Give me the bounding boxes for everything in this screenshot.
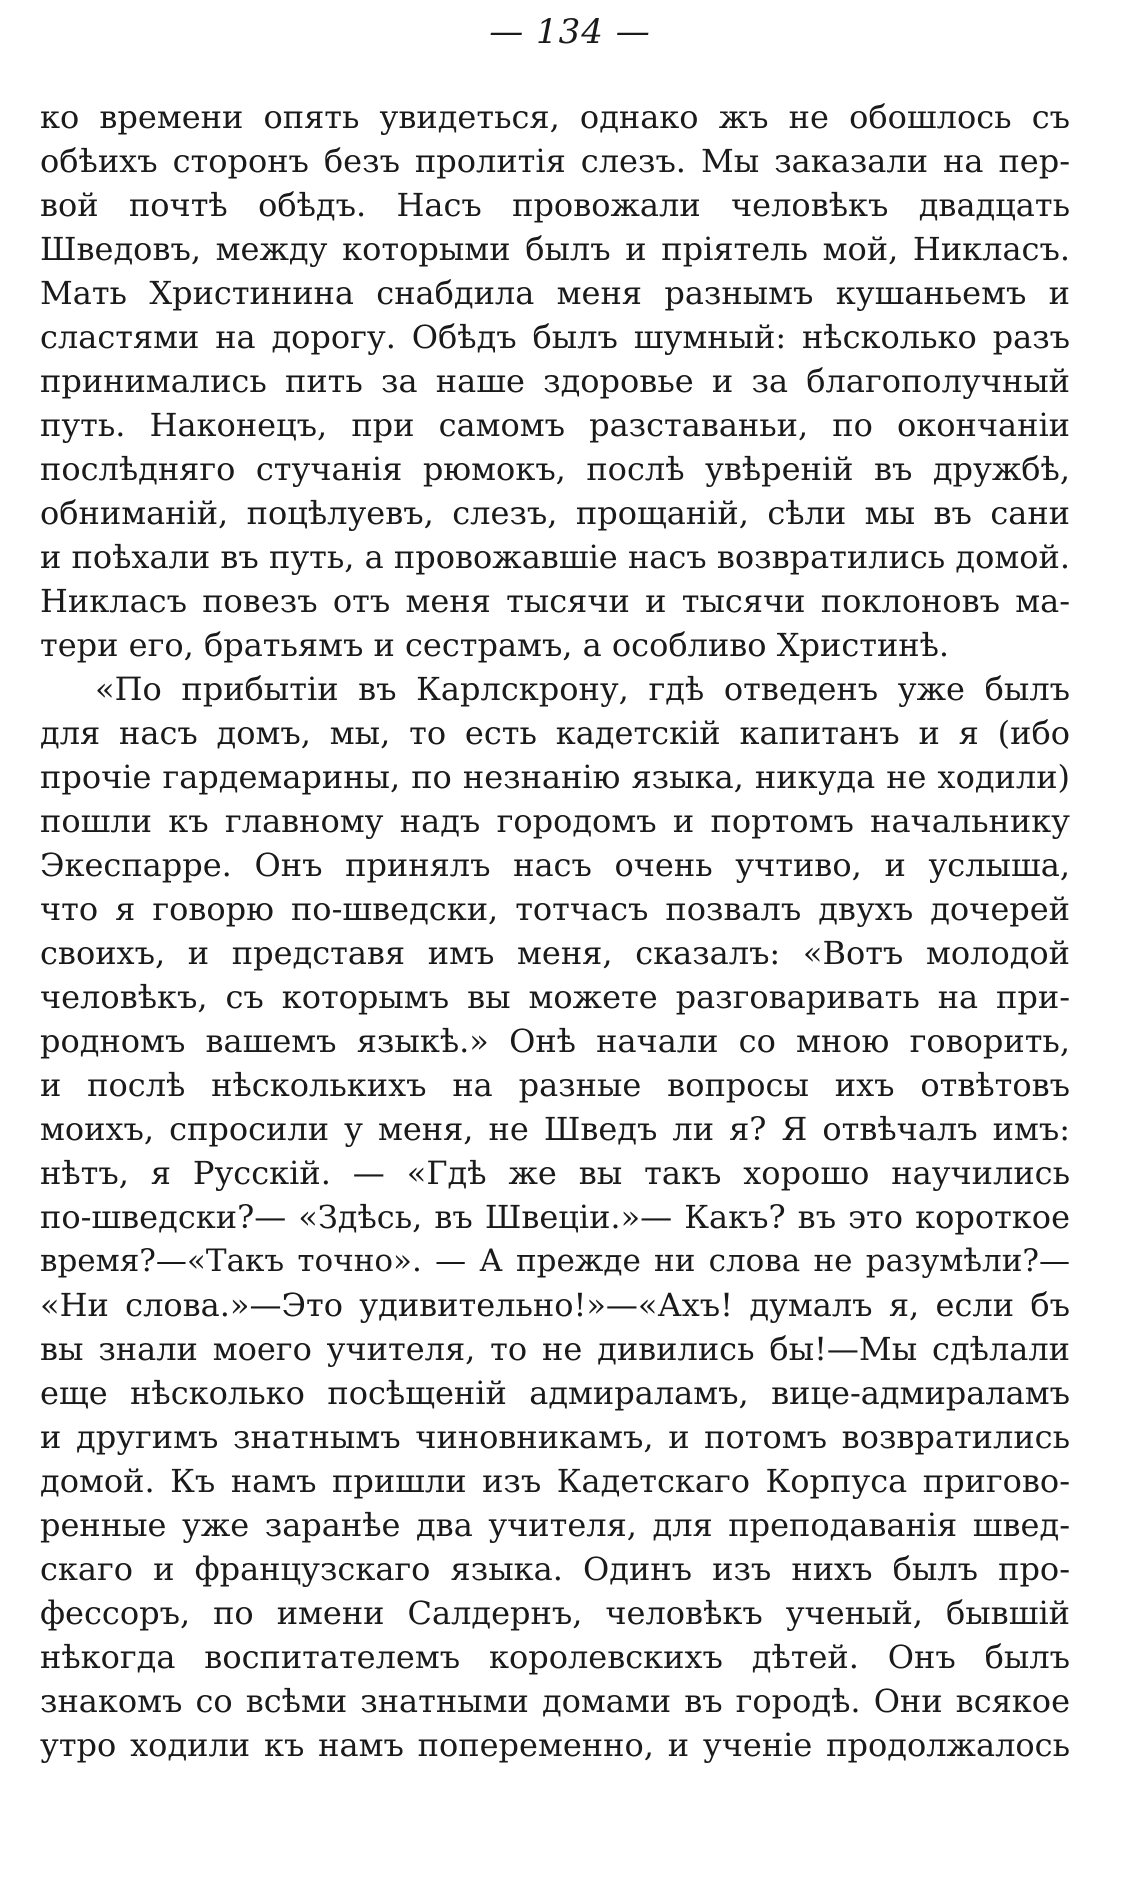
- text-line: своихъ, и представя имъ меня, сказалъ: «Вотъ молодой: [40, 934, 1070, 972]
- text-line: утро ходили къ намъ попеременно, и ученіе продолжалось: [40, 1726, 1070, 1764]
- text-line: моихъ, спросили у меня, не Шведъ ли я? Я отвѣчалъ имъ:: [40, 1110, 1070, 1148]
- text-line: знакомъ со всѣми знатными домами въ городѣ. Они всякое: [40, 1682, 1070, 1720]
- text-line: скаго и французскаго языка. Одинъ изъ нихъ былъ про-: [40, 1550, 1070, 1588]
- text-line: время?—«Такъ точно». — А прежде ни слова не разумѣли?—: [40, 1243, 1070, 1279]
- text-line: человѣкъ, съ которымъ вы можете разговаривать на при-: [40, 978, 1070, 1016]
- text-line: родномъ вашемъ языкѣ.» Онѣ начали со мною говорить,: [40, 1022, 1070, 1060]
- text-line: по-шведски?— «Здѣсь, въ Швеціи.»— Какъ? въ это короткое: [40, 1198, 1070, 1236]
- body-text: [40, 95, 1070, 1767]
- text-line: еще нѣсколько посѣщеній адмираламъ, вице-адмираламъ: [40, 1374, 1070, 1412]
- text-line: прочіе гардемарины, по незнанію языка, никуда не ходили): [40, 758, 1070, 796]
- text-line: нѣтъ, я Русскій. — «Гдѣ же вы такъ хорошо научились: [40, 1154, 1070, 1192]
- text-line: домой. Къ намъ пришли изъ Кадетскаго Корпуса пригово-: [40, 1462, 1070, 1500]
- text-line: фессоръ, по имени Салдернъ, человѣкъ ученый, бывшій: [40, 1594, 1070, 1632]
- paragraph-1: [40, 95, 1070, 667]
- paragraph-2: [40, 667, 1070, 1767]
- text-line: Никласъ повезъ отъ меня тысячи и тысячи поклоновъ ма-: [40, 582, 1070, 620]
- page-number: — 134 —: [489, 12, 651, 52]
- text-line: «По прибытіи въ Карлскрону, гдѣ отведенъ уже былъ: [95, 670, 1070, 708]
- text-line: Мать Христинина снабдила меня разнымъ кушаньемъ и: [40, 274, 1070, 312]
- text-line: вы знали моего учителя, то не дивились бы!—Мы сдѣлали: [40, 1330, 1070, 1368]
- text-line: что я говорю по-шведски, тотчасъ позвалъ двухъ дочерей: [40, 890, 1070, 928]
- text-line: и послѣ нѣсколькихъ на разные вопросы ихъ отвѣтовъ: [40, 1066, 1070, 1104]
- text-line: тери его, братьямъ и сестрамъ, а особливо Христинѣ.: [40, 626, 950, 664]
- text-line: и поѣхали въ путь, а провожавшіе насъ возвратились домой.: [40, 538, 1070, 576]
- text-line: вой почтѣ обѣдъ. Насъ провожали человѣкъ двадцать: [40, 186, 1070, 224]
- text-line: «Ни слова.»—Это удивительно!»—«Ахъ! думалъ я, если бъ: [40, 1286, 1070, 1324]
- text-line: путь. Наконецъ, при самомъ разставаньи, по окончаніи: [40, 406, 1070, 444]
- text-line: сластями на дорогу. Обѣдъ былъ шумный: нѣсколько разъ: [40, 318, 1070, 356]
- text-line: послѣдняго стучанія рюмокъ, послѣ увѣреній въ дружбѣ,: [40, 450, 1070, 488]
- text-line: для насъ домъ, мы, то есть кадетскій капитанъ и я (ибо: [40, 714, 1070, 752]
- text-line: и другимъ знатнымъ чиновникамъ, и потомъ возвратились: [40, 1418, 1070, 1456]
- text-line: пошли къ главному надъ городомъ и портомъ начальнику: [40, 802, 1070, 840]
- text-line: нѣкогда воспитателемъ королевскихъ дѣтей. Онъ былъ: [40, 1638, 1070, 1676]
- text-line: Шведовъ, между которыми былъ и пріятель мой, Никласъ.: [40, 230, 1070, 268]
- text-line: принимались пить за наше здоровье и за благополучный: [40, 362, 1070, 400]
- text-line: Экеспарре. Онъ принялъ насъ очень учтиво, и услыша,: [40, 846, 1070, 884]
- text-line: ко времени опять увидеться, однако жъ не обошлось съ: [40, 98, 1070, 136]
- text-line: обѣихъ сторонъ безъ пролитія слезъ. Мы заказали на пер-: [40, 142, 1070, 180]
- text-line: ренные уже заранѣе два учителя, для преподаванія швед-: [40, 1506, 1070, 1544]
- text-line: обниманій, поцѣлуевъ, слезъ, прощаній, сѣли мы въ сани: [40, 494, 1070, 532]
